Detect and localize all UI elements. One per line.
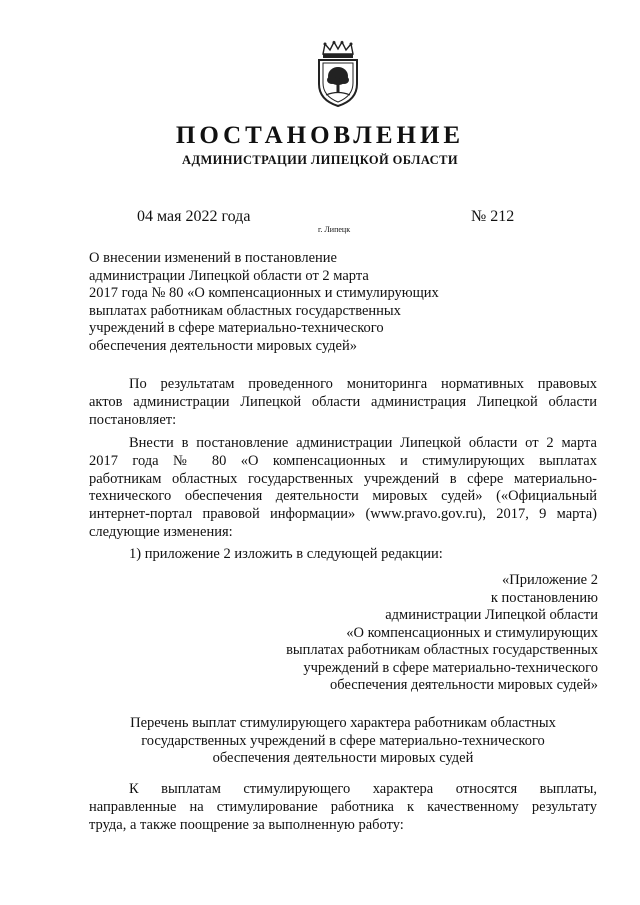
appendix-line: обеспечения деятельности мировых судей» [330, 677, 598, 693]
heading-line: Перечень выплат стимулирующего характера работникам областных [130, 715, 556, 731]
subject-line: 2017 года № 80 «О компенсационных и стимулирующих [89, 285, 439, 301]
paragraph-line: К выплатам стимулирующего характера относятся выплаты, [129, 781, 597, 797]
paragraph-line: По результатам проведенного мониторинга нормативных правовых [129, 376, 597, 392]
closing-paragraph [89, 781, 597, 834]
paragraph-line: технического обеспечения деятельности мировых судей» («Официальный [89, 488, 597, 505]
subject-line: выплатах работникам областных государственных [89, 302, 401, 319]
heading-line: обеспечения деятельности мировых судей [212, 750, 474, 766]
appendix-line: выплатах работникам областных государственных [286, 642, 598, 658]
heading-line: государственных учреждений в сфере материально-технического [141, 732, 545, 749]
document-city: г. Липецк [318, 225, 351, 234]
subject-line: администрации Липецкой области от 2 марта [89, 267, 369, 284]
appendix-caption [286, 572, 598, 695]
appendix-line: «Приложение 2 [502, 572, 598, 588]
item-line: 1) приложение 2 изложить в следующей редакции: [129, 546, 443, 562]
paragraph-line: актов администрации Липецкой области администрация Липецкой области [89, 393, 597, 410]
appendix-line: учреждений в сфере материально-технического [303, 659, 598, 676]
appendix-line: администрации Липецкой области [385, 607, 598, 623]
issuing-authority: АДМИНИСТРАЦИИ ЛИПЕЦКОЙ ОБЛАСТИ [182, 153, 458, 167]
document-date: 04 мая 2022 года [137, 208, 251, 225]
paragraph-line: 2017 года № 80 «О компенсационных и стимулирующих выплатах [89, 452, 597, 469]
appendix-line: к постановлению [490, 589, 598, 606]
document-number: № 212 [471, 208, 515, 225]
paragraph-line: следующие изменения: [89, 523, 233, 540]
subject-line: обеспечения деятельности мировых судей» [89, 337, 357, 354]
item-1 [89, 546, 597, 564]
paragraph-line: труда, а также поощрение за выполненную работу: [89, 816, 404, 833]
paragraph-line: постановляет: [89, 411, 177, 428]
paragraph-line: работникам областных государственных учреждений в сфере материально- [89, 470, 597, 487]
appendix-line: «О компенсационных и стимулирующих [346, 624, 598, 641]
document-subject [89, 250, 479, 355]
document-title: ПОСТАНОВЛЕНИЕ [175, 122, 465, 149]
preamble-paragraph [89, 376, 597, 429]
paragraph-line: Внести в постановление администрации Липецкой области от 2 марта [129, 435, 597, 451]
subject-line: учреждений в сфере материально-технического [89, 320, 384, 336]
paragraph-line: направленные на стимулирование работника к качественному результату [89, 798, 597, 815]
decree-paragraph [89, 435, 597, 542]
subject-line: О внесении изменений в постановление [89, 250, 337, 266]
list-heading [89, 715, 597, 768]
coat-of-arms-icon [313, 40, 363, 108]
paragraph-line: интернет-портал правовой информации» (www.pravo.gov.ru), 2017, 9 марта) [89, 506, 597, 523]
